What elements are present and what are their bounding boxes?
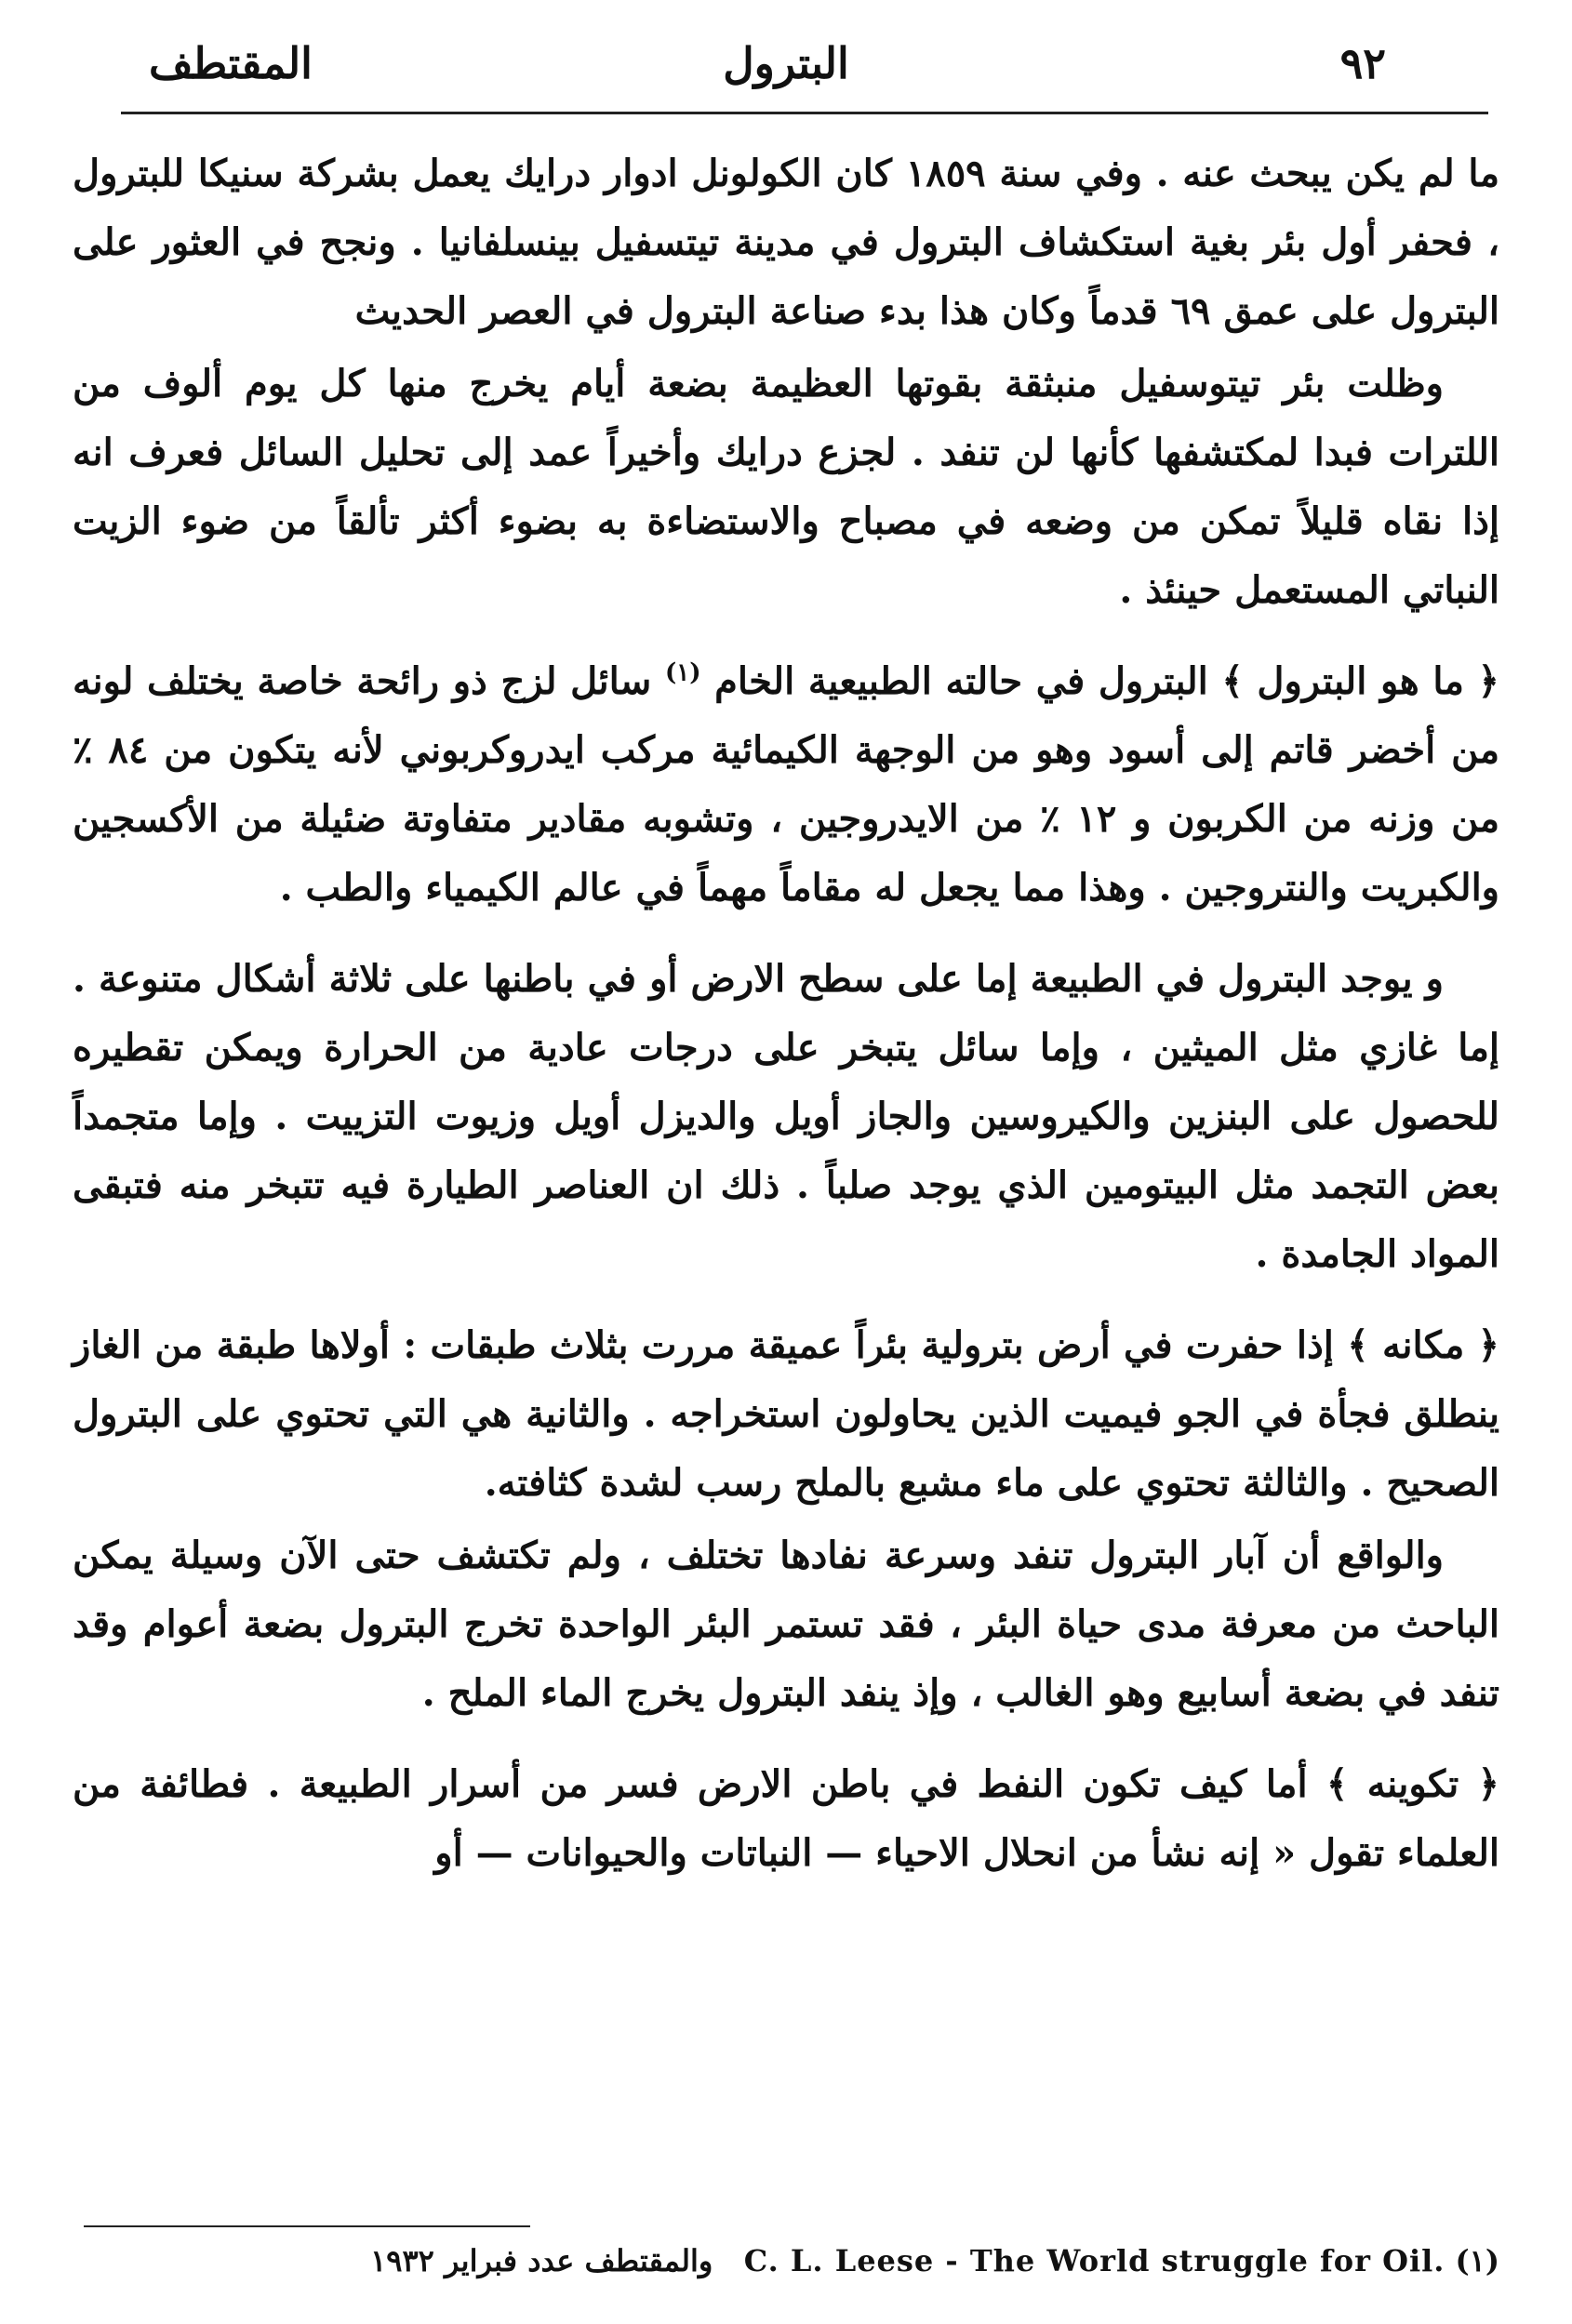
section-title: البترول xyxy=(723,38,849,88)
header-divider xyxy=(121,112,1488,114)
section-heading: ﴿ مكانه ﴾ xyxy=(1347,1323,1499,1367)
footnote xyxy=(84,2237,1499,2285)
paragraph-text: البترول في حالته الطبيعية الخام $^{(١)}$ سائل لزج ذو رائحة خاصة يختلف لونه من أخضر قاتم إلى أسود وهو من الوجهة الكيمائية مركب ايدروكربوني لأنه يتكون من ٨٤ ٪ من وزنه من الكربون و ١٢ ٪ من الايدروجين ، وتشوبه مقادير متفاوتة ضئيلة من الأكسجين والكبريت والنتروجين . وهذا مما يجعل له مقاماً مهماً في عالم الكيمياء والطب . xyxy=(73,658,1500,910)
paragraph-location xyxy=(73,1311,1499,1518)
footnote-citation: C. L. Leese - The World struggle for Oil. xyxy=(743,2243,1445,2278)
paragraph-1 xyxy=(73,139,1499,346)
paragraph-6 xyxy=(73,1521,1499,1728)
paragraph-text: إذا حفرت في أرض بترولية بئراً عميقة مررت بثلاث طبقات : أولاها طبقة من الغاز ينطلق فجأة في الجو فيميت الذين يحاولون استخراجه . والثانية هي التي تحتوي على البترول الصحيح . والثالثة تحتوي على ماء مشبع بالملح رسب لشدة كثافته. xyxy=(73,1323,1499,1505)
paragraph-text: أما كيف تكون النفط في باطن الارض فسر من أسرار الطبيعة . فطائفة من العلماء تقول « إنه نشأ من انحلال الاحياء — النباتات والحيوانات — أو xyxy=(73,1762,1499,1875)
footnote-divider xyxy=(84,2225,530,2227)
page-number: ٩٢ xyxy=(1339,38,1386,88)
footnote-arabic: والمقتطف عدد فبراير ١٩٣٢ xyxy=(370,2243,713,2278)
paragraph-text: و يوجد البترول في الطبيعة إما على سطح الارض أو في باطنها على ثلاثة أشكال متنوعة . إما غازي مثل الميثين ، وإما سائل يتبخر على درجات عادية من الحرارة ويمكن تقطيره للحصول على البنزين والكيروسين والجاز أويل والديزل أويل وزيوت التزييت . وإما متجمداً بعض التجمد مثل البيتومين الذي يوجد صلباً . ذلك ان العناصر الطيارة فيه تتبخر منه فتبقى المواد الجامدة . xyxy=(73,957,1499,1276)
paragraph-4 xyxy=(73,945,1499,1289)
paragraph-2 xyxy=(73,350,1499,625)
paragraph-what-is-petroleum xyxy=(73,647,1499,923)
article-body xyxy=(73,139,1499,1888)
journal-name: المقتطف xyxy=(149,38,313,88)
section-heading: ﴿ ما هو البترول ﴾ xyxy=(1221,659,1499,703)
footnote-reference: (١) xyxy=(664,658,701,687)
paragraph-formation xyxy=(73,1750,1499,1888)
footnote-marker: (١) xyxy=(1455,2243,1499,2278)
paragraph-text: وظلت بئر تيتوسفيل منبثقة بقوتها العظيمة بضعة أيام يخرج منها كل يوم ألوف من اللترات فبدا لمكتشفها كأنها لن تنفد . لجزع درايك وأخيراً عمد إلى تحليل السائل فعرف انه إذا نقاه قليلاً تمكن من وضعه في مصباح والاستضاءة به بضوء أكثر تألقاً من ضوء الزيت النباتي المستعمل حينئذ . xyxy=(73,362,1499,612)
paragraph-text: ما لم يكن يبحث عنه . وفي سنة ١٨٥٩ كان الكولونل ادوار درايك يعمل بشركة سنيكا للبترول ، فحفر أول بئر بغية استكشاف البترول في مدينة تيتسفيل بينسلفانيا . ونجح في العثور على البترول على عمق ٦٩ قدماً وكان هذا بدء صناعة البترول في العصر الحديث xyxy=(73,152,1500,333)
paragraph-text: والواقع أن آبار البترول تنفد وسرعة نفادها تختلف ، ولم تكتشف حتى الآن وسيلة يمكن الباحث من معرفة مدى حياة البئر ، فقد تستمر البئر الواحدة تخرج البترول بضعة أعوام وقد تنفد في بضعة أسابيع وهو الغالب ، وإذ ينفد البترول يخرج الماء الملح . xyxy=(73,1534,1500,1715)
page-header xyxy=(84,26,1488,100)
section-heading: ﴿ تكوينه ﴾ xyxy=(1326,1762,1499,1806)
